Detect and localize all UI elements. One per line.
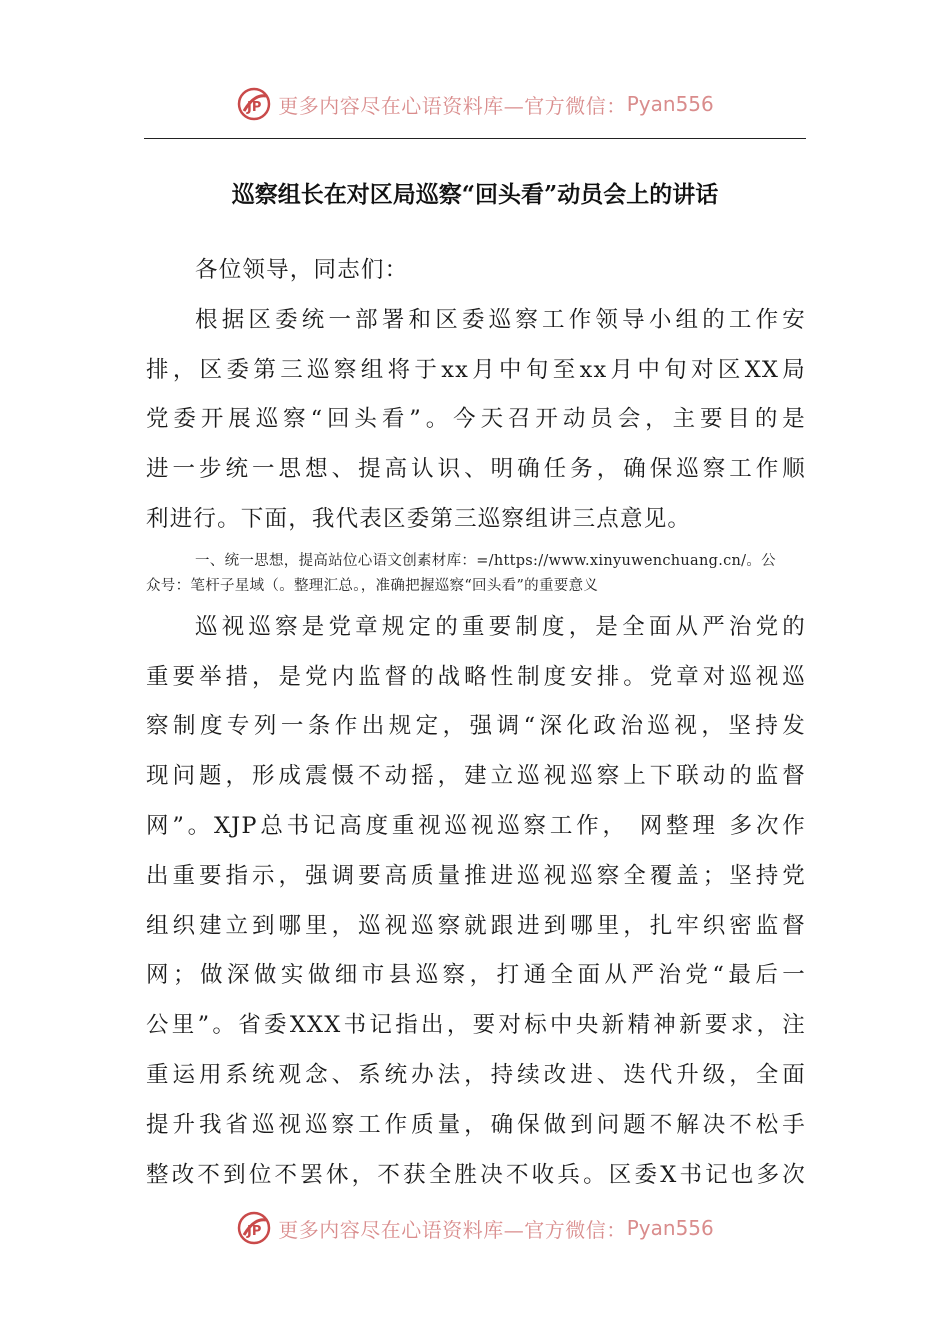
banner-text: 更多内容尽在心语资料库—官方微信： bbox=[278, 1217, 627, 1242]
para2-line: 网；做深做实做细市县巡察，打通全面从严治党“最后一 bbox=[146, 962, 806, 989]
document-body bbox=[146, 246, 806, 1200]
para2-line: 网”。XJP总书记高度重视巡视巡察工作， 网整理 多次作 bbox=[146, 812, 806, 839]
para1-line: 排，区委第三巡察组将于xx月中旬至xx月中旬对区XX局 bbox=[146, 356, 806, 383]
para2-line: 组织建立到哪里，巡视巡察就跟进到哪里，扎牢织密监督 bbox=[146, 912, 806, 939]
document-title: 巡察组长在对区局巡察“回头看”动员会上的讲话 bbox=[231, 181, 719, 208]
banner-wechat-id: Pyan556 bbox=[626, 92, 714, 116]
para2-line: 现问题，形成震慑不动摇，建立巡视巡察上下联动的监督 bbox=[146, 763, 806, 790]
header-banner bbox=[0, 82, 950, 126]
para2-line: 重要举措，是党内监督的战略性制度安排。党章对巡视巡 bbox=[146, 663, 806, 690]
svg-text:JP: JP bbox=[247, 100, 262, 115]
para1-line: 根据区委统一部署和区委巡察工作领导小组的工作安 bbox=[195, 306, 806, 333]
banner-wechat-id: Pyan556 bbox=[626, 1216, 714, 1240]
para2-line: 巡视巡察是党章规定的重要制度，是全面从严治党的 bbox=[195, 613, 806, 640]
footer-banner bbox=[0, 1206, 950, 1250]
para1-line: 进一步统一思想、提高认识、明确任务，确保巡察工作顺 bbox=[146, 456, 806, 483]
para2-line: 出重要指示，强调要高质量推进巡视巡察全覆盖；坚持党 bbox=[146, 862, 806, 889]
header-rule bbox=[144, 138, 806, 139]
banner-text: 更多内容尽在心语资料库—官方微信： bbox=[278, 93, 627, 118]
greeting: 各位领导，同志们： bbox=[195, 257, 409, 283]
jp-logo-icon bbox=[236, 86, 272, 122]
section-heading-line: 众号：笔杆子星域（。整理汇总。，准确把握巡察“回头看”的重要意义 bbox=[146, 577, 599, 594]
para1-line: 利进行。下面，我代表区委第三巡察组讲三点意见。 bbox=[146, 505, 692, 532]
para1-line: 党委开展巡察“回头看”。今天召开动员会，主要目的是 bbox=[146, 406, 806, 433]
para2-line: 重运用系统观念、系统办法，持续改进、迭代升级，全面 bbox=[146, 1061, 806, 1088]
section-heading-line: 一、统一思想，提高站位心语文创素材库：=/https://www.xinyuwenchuang.cn/。公 bbox=[195, 552, 776, 569]
para2-line: 察制度专列一条作出规定，强调“深化政治巡视，坚持发 bbox=[146, 713, 806, 740]
para2-line: 公里”。省委XXX书记指出，要对标中央新精神新要求，注 bbox=[146, 1012, 806, 1039]
para2-line: 提升我省巡视巡察工作质量，确保做到问题不解决不松手 bbox=[146, 1111, 806, 1138]
jp-logo-icon bbox=[236, 1210, 272, 1246]
svg-text:JP: JP bbox=[247, 1224, 262, 1239]
para2-line: 整改不到位不罢休，不获全胜决不收兵。区委X书记也多次 bbox=[146, 1161, 806, 1188]
